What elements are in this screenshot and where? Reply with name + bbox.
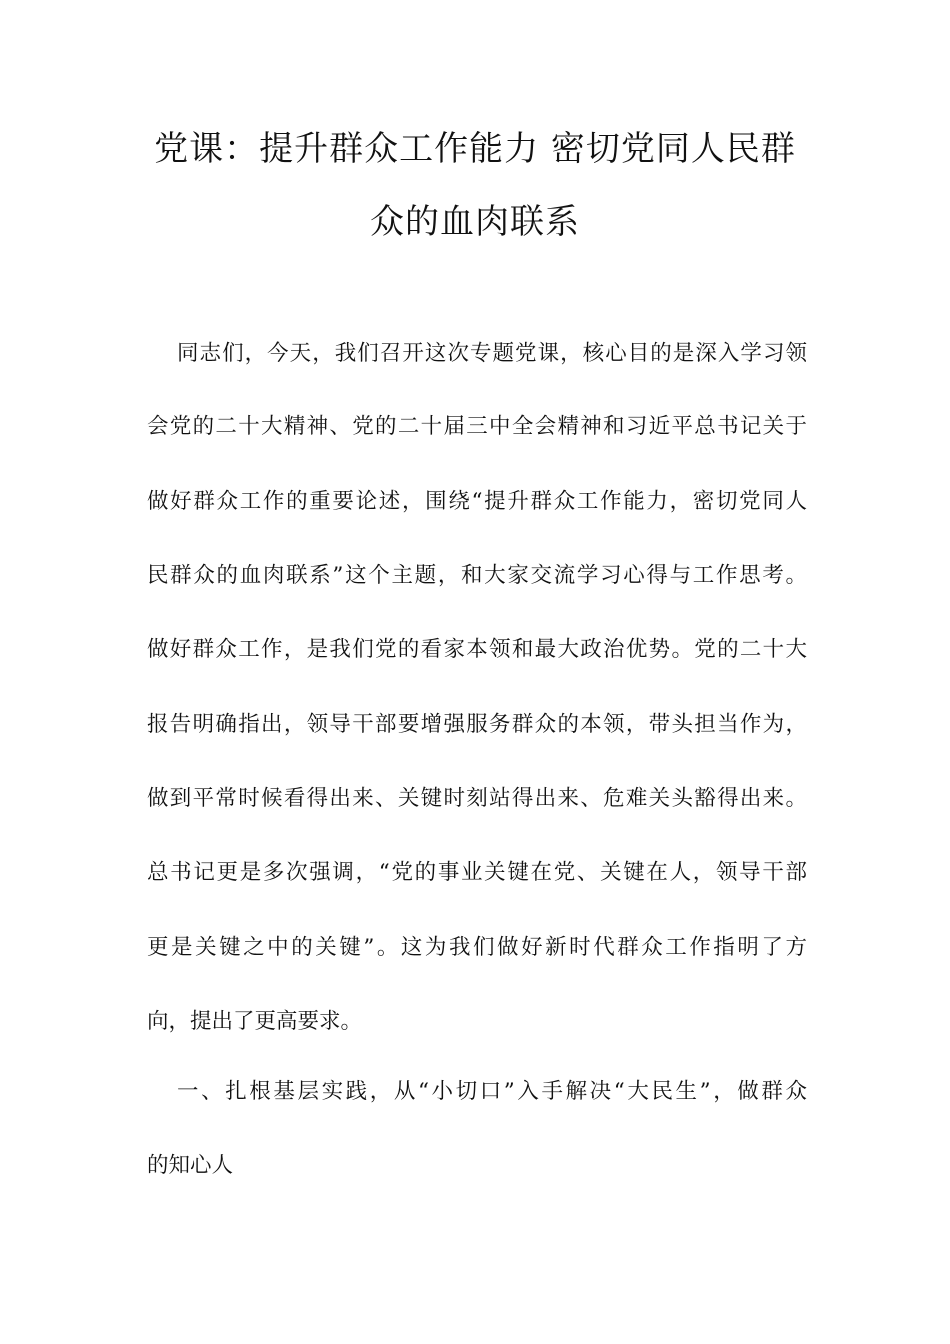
paragraph-line-3: 做好群众工作的重要论述，围绕“提升群众工作能力，密切党同人 — [147, 489, 807, 514]
paragraph-line-8: 总书记更是多次强调，“党的事业关键在党、关键在人，领导干部 — [147, 860, 807, 885]
paragraph-line-5: 做好群众工作，是我们党的看家本领和最大政治优势。党的二十大 — [147, 637, 807, 662]
title-line-2: 众的血肉联系 — [370, 202, 580, 242]
paragraph-line-6: 报告明确指出，领导干部要增强服务群众的本领，带头担当作为， — [147, 712, 807, 737]
paragraph-line-7: 做到平常时候看得出来、关键时刻站得出来、危难关头豁得出来。 — [147, 786, 807, 811]
section-heading-line-1: 一、扎根基层实践，从“小切口”入手解决“大民生”，做群众 — [177, 1079, 807, 1104]
paragraph-line-9: 更是关键之中的关键”。这为我们做好新时代群众工作指明了方 — [147, 935, 807, 960]
title-line-1: 党课：提升群众工作能力 密切党同人民群 — [154, 129, 796, 169]
paragraph-line-1: 同志们，今天，我们召开这次专题党课，核心目的是深入学习领 — [177, 341, 807, 366]
paragraph-line-10: 向，提出了更高要求。 — [147, 1009, 363, 1034]
paragraph-line-2: 会党的二十大精神、党的二十届三中全会精神和习近平总书记关于 — [147, 414, 807, 439]
paragraph-line-4: 民群众的血肉联系”这个主题，和大家交流学习心得与工作思考。 — [147, 563, 807, 588]
section-heading-line-2: 的知心人 — [147, 1153, 234, 1178]
